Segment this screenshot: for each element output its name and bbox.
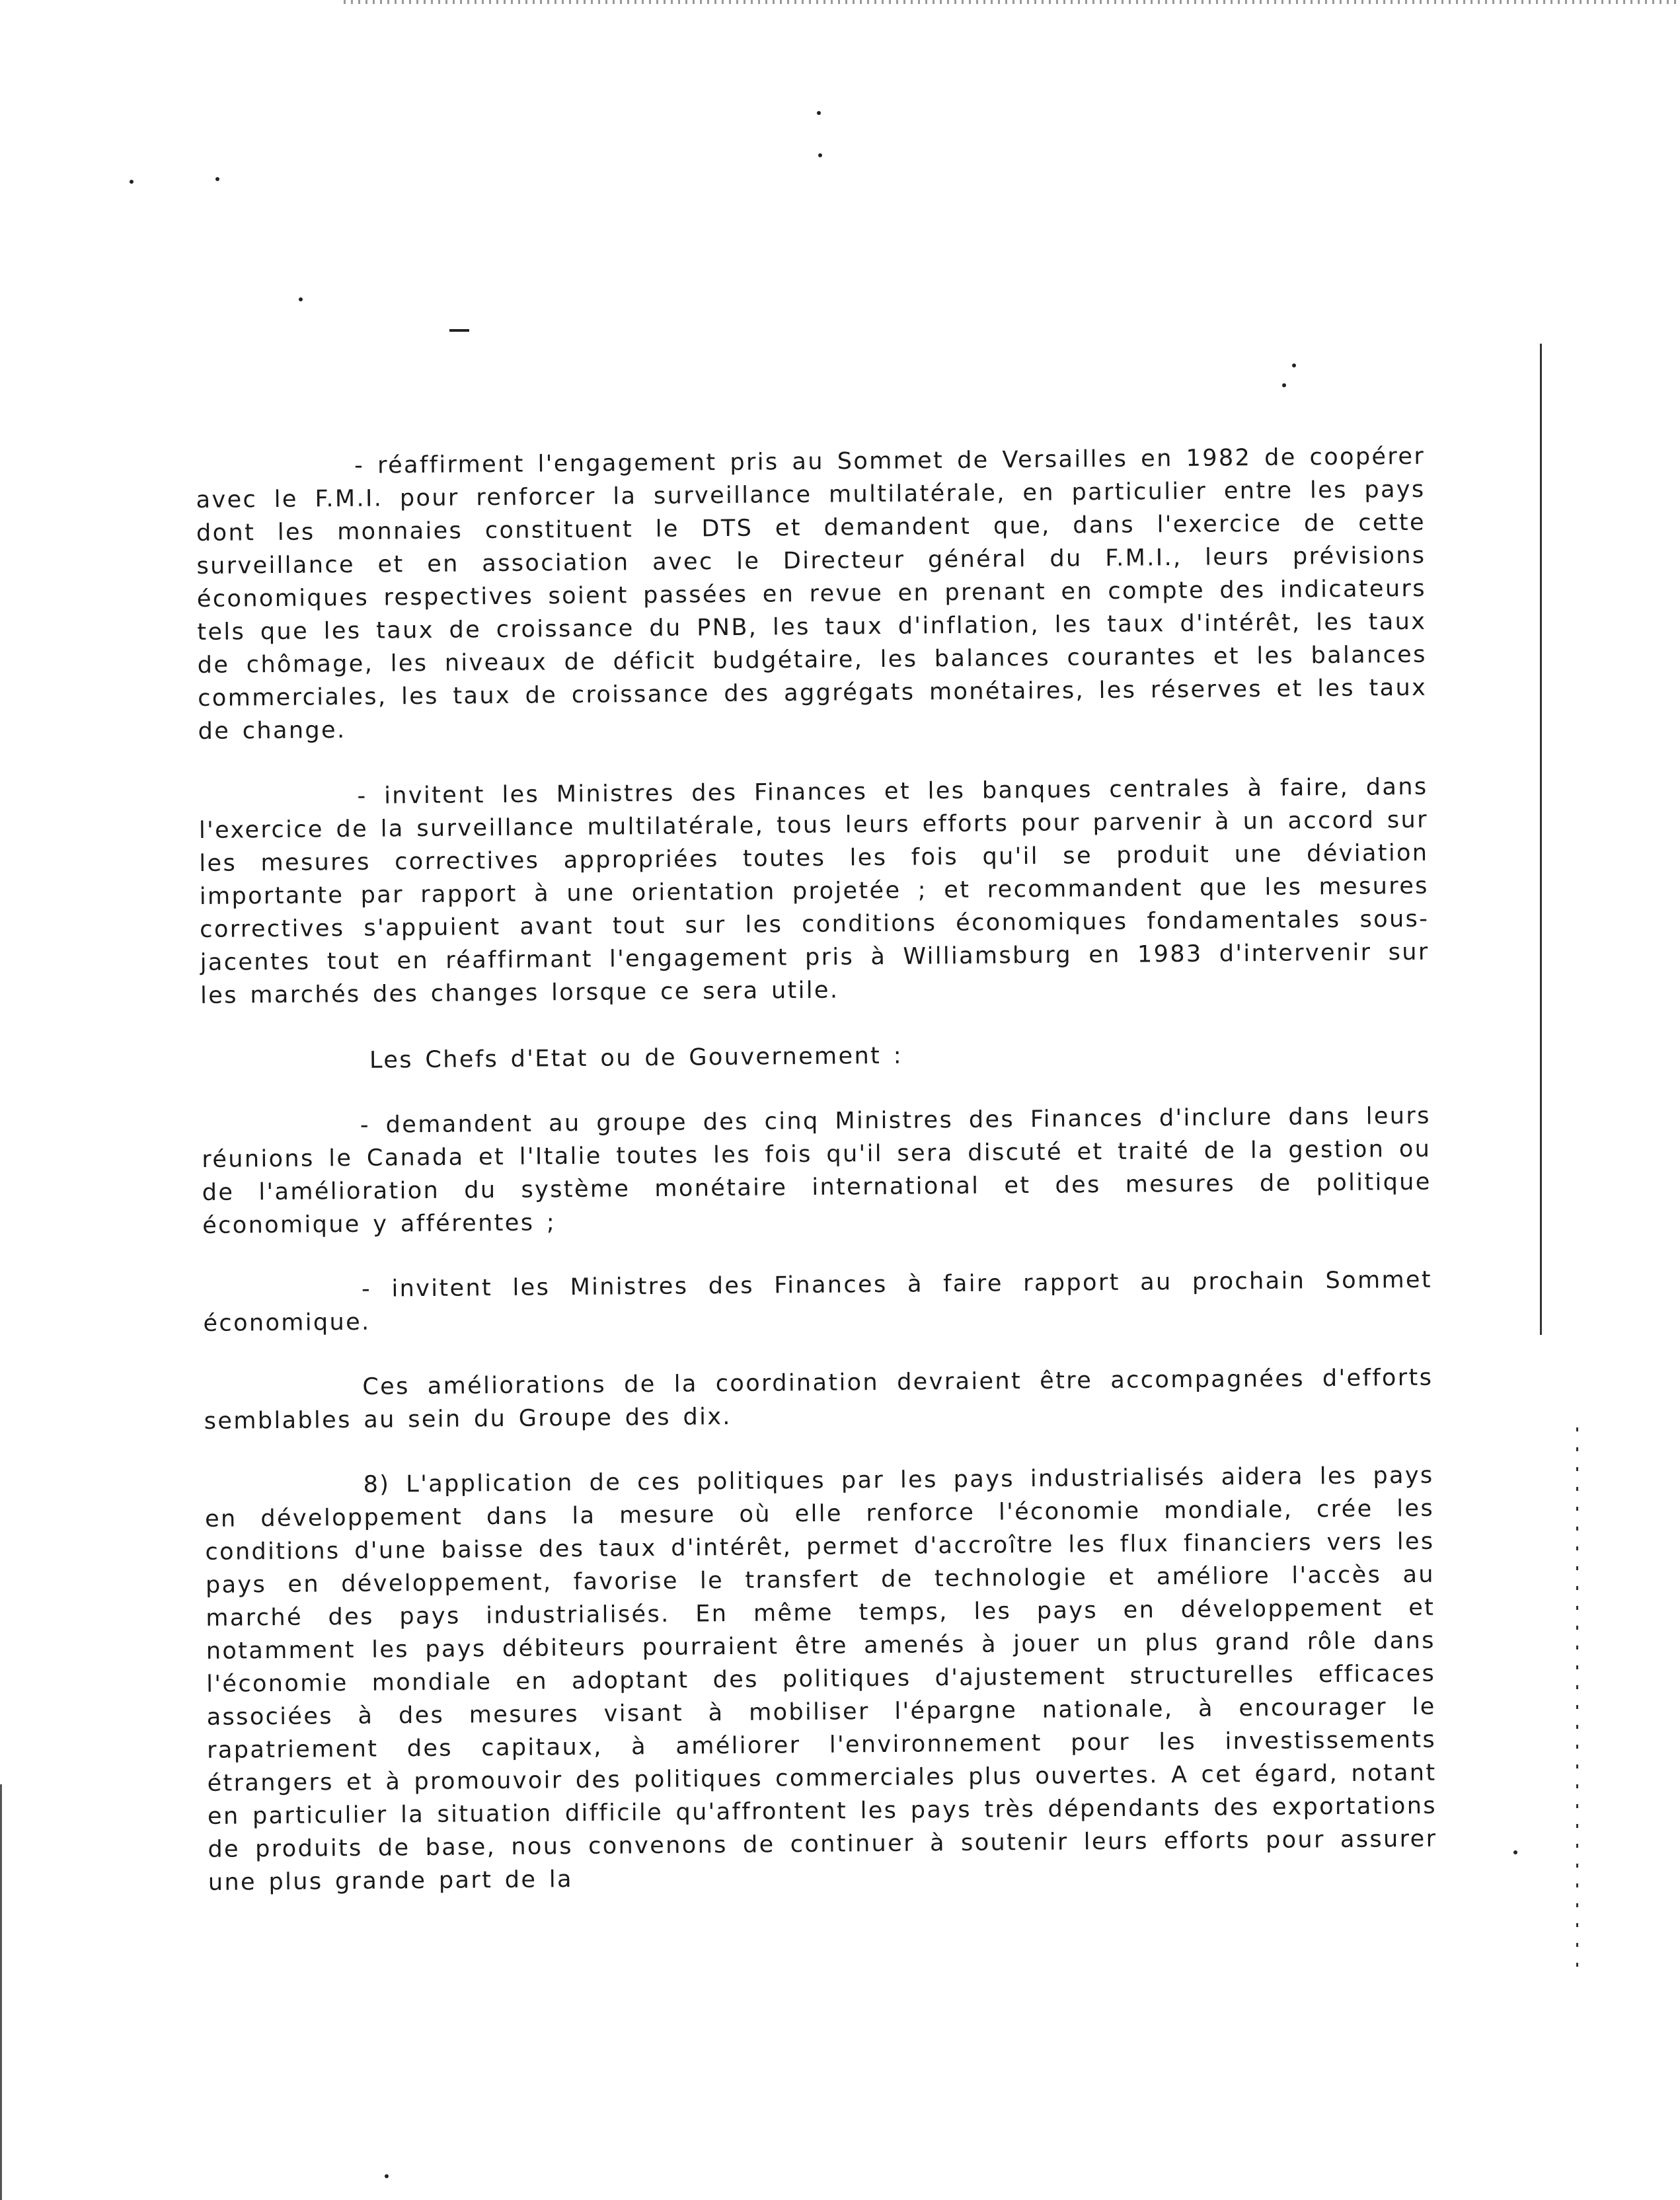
paragraph-invitent-ministres-banques: - invitent les Ministres des Finances et les banques centrales à faire, dans l'exercice de la surveillance multilatérale, tous leurs efforts pour parvenir à un accord sur les mesures correctives appropriées toutes les fois qu'il se produit une déviation importante par rapport à une orientation projetée ; et recommandent que les mesures correctives s'appuient avant tout sur les conditions économiques fondamentales sous-jacentes tout en réaffirmant l'engagement pris à Williamsburg en 1983 d'intervenir sur les marchés des changes lorsque ce sera utile. (198, 773, 1430, 1009)
scan-speck (1292, 363, 1296, 367)
scan-speck (299, 297, 303, 301)
heading-chefs-etat: Les Chefs d'Etat ou de Gouvernement : (369, 1042, 903, 1074)
paragraph-demandent: - demandent au groupe des cinq Ministres des Finances d'inclure dans leurs réunions le Canada et l'Italie toutes les fois qu'il sera discuté et traité de la gestion ou de l'amélioration du système monétaire international et des mesures de politique économique y afférentes ; (202, 1102, 1432, 1239)
paragraph-8: 8) L'application de ces politiques par les pays industrialisés aidera les pays en développement dans la mesure où elle renforce l'économie mondiale, crée les conditions d'une baisse des taux d'intérêt, permet d'accroître les flux financiers vers les pays en développement, favorise le transfert de technologie et améliore l'accès au marché des pays industrialisés. En même temps, les pays en développement et notamment les pays débiteurs pourraient être amenés à jouer un plus grand rôle dans l'économie mondiale en adoptant des politiques d'ajustement structurelles efficaces associées à des mesures visant à mobiliser l'épargne nationale, à encourager le rapatriement des capitaux, à améliorer l'environnement pour les investissements étrangers et à promouvoir des politiques commerciales plus ouvertes. A cet égard, notant en particulier la situation difficile qu'affrontent les pays très dépendants des exportations de produits de base, nous convenons de continuer à soutenir leurs efforts pour assurer une plus grande part de la (204, 1462, 1437, 1896)
document-body (196, 440, 1437, 1899)
scan-edge-line (1540, 344, 1542, 1335)
scan-dash (449, 329, 469, 332)
scan-noise-top (344, 0, 1680, 4)
scan-speck (215, 177, 219, 181)
scan-speck (130, 180, 134, 184)
scan-speck (817, 111, 821, 115)
scan-speck (385, 2174, 389, 2178)
paragraph-reaffirment: - réaffirment l'engagement pris au Sommet de Versailles en 1982 de coopérer avec le F.M.I. pour renforcer la surveillance multilatérale, en particulier entre les pays dont les monnaies constituent le DTS et demandent que, dans l'exercice de cette surveillance et en association avec le Directeur général du F.M.I., leurs prévisions économiques respectives soient passées en revue en prenant en compte des indicateurs tels que les taux de croissance du PNB, les taux d'inflation, les taux d'intérêt, les taux de chômage, les niveaux de déficit budgétaire, les balances courantes et les balances commerciales, les taux de croissance des aggrégats monétaires, les réserves et les taux de change. (196, 443, 1428, 745)
scan-speck (1513, 1850, 1517, 1854)
scan-edge-dots (1576, 1427, 1578, 1969)
scan-speck (818, 153, 822, 157)
paragraph-invitent-rapport: - invitent les Ministres des Finances à faire rapport au prochain Sommet économique. (203, 1266, 1433, 1337)
paragraph-ameliorations: Ces améliorations de la coordination devraient être accompagnées d'efforts semblables au sein du Groupe des dix. (204, 1364, 1433, 1435)
scan-speck (1282, 383, 1286, 387)
scan-edge-left (0, 1784, 2, 2200)
